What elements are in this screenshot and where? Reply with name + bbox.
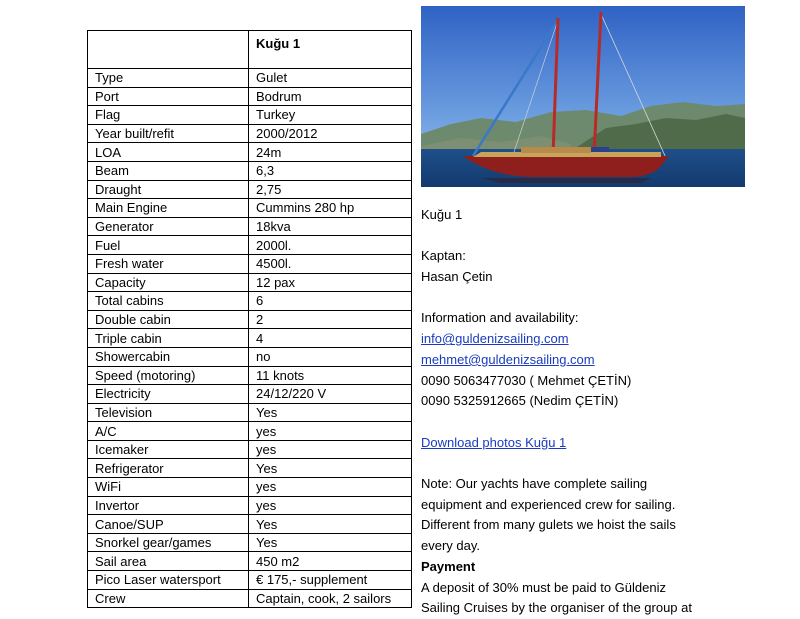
table-row: [88, 533, 412, 552]
spec-label-cell: Beam: [88, 161, 249, 180]
table-row: [88, 496, 412, 515]
table-row: [88, 236, 412, 255]
table-row: [88, 440, 412, 459]
table-row: [88, 422, 412, 441]
spec-value-cell: 6: [249, 292, 412, 311]
spec-label-cell: WiFi: [88, 478, 249, 497]
spec-value-cell: yes: [249, 422, 412, 441]
spec-label-cell: Generator: [88, 217, 249, 236]
spec-label-cell: Draught: [88, 180, 249, 199]
table-row: [88, 310, 412, 329]
spec-label-cell: A/C: [88, 422, 249, 441]
spec-label-cell: Electricity: [88, 385, 249, 404]
table-row: [88, 347, 412, 366]
note-line: Different from many gulets we hoist the sails: [421, 517, 676, 533]
spec-value-cell: Gulet: [249, 69, 412, 88]
hull-reflection: [481, 178, 651, 183]
spec-value-cell: Captain, cook, 2 sailors: [249, 589, 412, 608]
spec-label-cell: Refrigerator: [88, 459, 249, 478]
captain-label: Kaptan:: [421, 248, 466, 264]
spec-value-cell: € 175,- supplement: [249, 571, 412, 590]
yacht-photo: [421, 6, 745, 187]
table-row: [88, 403, 412, 422]
spec-label-cell: Sail area: [88, 552, 249, 571]
table-row: [88, 329, 412, 348]
specification-table-body: [88, 31, 412, 608]
spec-label-cell: Triple cabin: [88, 329, 249, 348]
spec-value-cell: 12 pax: [249, 273, 412, 292]
info-column: [421, 205, 741, 619]
spec-value-cell: Yes: [249, 459, 412, 478]
spec-value-cell: Turkey: [249, 106, 412, 125]
spec-value-cell: Yes: [249, 515, 412, 534]
spec-value-cell: 24/12/220 V: [249, 385, 412, 404]
contact-label: Information and availability:: [421, 310, 579, 326]
spec-label-cell: Fresh water: [88, 254, 249, 273]
spec-value-cell: 450 m2: [249, 552, 412, 571]
spec-value-cell: yes: [249, 496, 412, 515]
spec-value-cell: Yes: [249, 403, 412, 422]
table-row: [88, 273, 412, 292]
email-link-mehmet[interactable]: mehmet@guldenizsailing.com: [421, 351, 595, 367]
spec-value-cell: 2000l.: [249, 236, 412, 255]
spec-label-cell: Port: [88, 87, 249, 106]
spec-value-cell: 4500l.: [249, 254, 412, 273]
table-row: [88, 217, 412, 236]
spec-value-cell: yes: [249, 440, 412, 459]
table-row: [88, 292, 412, 311]
table-row: [88, 366, 412, 385]
table-row: [88, 180, 412, 199]
note-line: Note: Our yachts have complete sailing: [421, 476, 648, 492]
table-row: [88, 459, 412, 478]
spec-label-cell: Main Engine: [88, 199, 249, 218]
spec-label-cell: Speed (motoring): [88, 366, 249, 385]
spec-label-cell: Capacity: [88, 273, 249, 292]
phone-mehmet: 0090 5063477030 ( Mehmet ÇETİN): [421, 372, 632, 388]
table-row: [88, 161, 412, 180]
spec-label-cell: Flag: [88, 106, 249, 125]
table-row: [88, 552, 412, 571]
yacht-cabin: [521, 147, 591, 153]
header-cell-boat-name: Kuğu 1: [249, 31, 412, 69]
boat-name: Kuğu 1: [421, 207, 463, 222]
table-row: [88, 69, 412, 88]
email-link-info[interactable]: info@guldenizsailing.com: [421, 331, 569, 347]
spec-label-cell: Fuel: [88, 236, 249, 255]
table-row: [88, 478, 412, 497]
table-row: [88, 254, 412, 273]
captain-name: Hasan Çetin: [421, 269, 493, 285]
note-line: every day.: [421, 538, 481, 554]
spec-value-cell: yes: [249, 478, 412, 497]
spec-value-cell: 24m: [249, 143, 412, 162]
spec-label-cell: Double cabin: [88, 310, 249, 329]
note-line: equipment and experienced crew for sailing.: [421, 496, 676, 512]
spec-label-cell: Type: [88, 69, 249, 88]
spec-label-cell: Snorkel gear/games: [88, 533, 249, 552]
spec-label-cell: Crew: [88, 589, 249, 608]
phone-nedim: 0090 5325912665 (Nedim ÇETİN): [421, 393, 619, 409]
table-row: [88, 106, 412, 125]
payment-heading: Payment: [421, 558, 476, 574]
spec-value-cell: no: [249, 347, 412, 366]
table-row: [88, 571, 412, 590]
table-header-row: [88, 31, 412, 69]
spec-value-cell: 11 knots: [249, 366, 412, 385]
spec-value-cell: 2000/2012: [249, 124, 412, 143]
spec-value-cell: 2,75: [249, 180, 412, 199]
spec-value-cell: Yes: [249, 533, 412, 552]
payment-line: A deposit of 30% must be paid to Güldeniz: [421, 579, 666, 595]
table-row: [88, 515, 412, 534]
table-row: [88, 124, 412, 143]
spec-label-cell: LOA: [88, 143, 249, 162]
specification-table: [87, 30, 412, 608]
spec-value-cell: 18kva: [249, 217, 412, 236]
download-photos-link[interactable]: Download photos Kuğu 1: [421, 434, 567, 450]
table-row: [88, 143, 412, 162]
spec-label-cell: Invertor: [88, 496, 249, 515]
table-row: [88, 199, 412, 218]
spec-value-cell: Cummins 280 hp: [249, 199, 412, 218]
header-cell-label: [88, 31, 249, 69]
spec-label-cell: Year built/refit: [88, 124, 249, 143]
spec-value-cell: Bodrum: [249, 87, 412, 106]
spec-label-cell: Television: [88, 403, 249, 422]
spec-label-cell: Canoe/SUP: [88, 515, 249, 534]
spec-value-cell: 6,3: [249, 161, 412, 180]
spec-label-cell: Icemaker: [88, 440, 249, 459]
spec-value-cell: 2: [249, 310, 412, 329]
spec-label-cell: Showercabin: [88, 347, 249, 366]
spec-label-cell: Pico Laser watersport: [88, 571, 249, 590]
table-row: [88, 87, 412, 106]
table-row: [88, 589, 412, 608]
spec-label-cell: Total cabins: [88, 292, 249, 311]
payment-line: Sailing Cruises by the organiser of the group at: [421, 600, 692, 616]
table-row: [88, 385, 412, 404]
spec-value-cell: 4: [249, 329, 412, 348]
